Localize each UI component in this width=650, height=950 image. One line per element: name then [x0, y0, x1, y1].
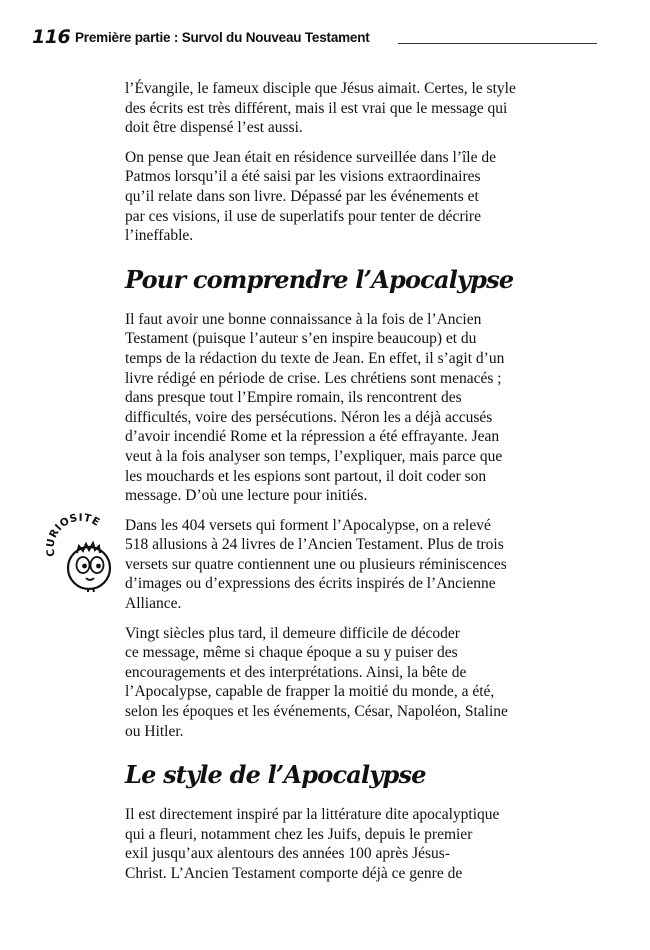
page-body — [125, 79, 590, 894]
section-heading: Le style de l’Apocalypse — [125, 760, 426, 790]
text-line: exil jusqu’aux alentours des années 100 après Jésus- — [125, 845, 450, 863]
text-line: livre rédigé en période de crise. Les chrétiens sont menacés ; — [125, 369, 502, 387]
text-line: d’images ou d’expressions des écrits inspirés de l’Ancienne — [125, 575, 496, 593]
text-line: des écrits est très différent, mais il est vrai que le message qui — [125, 99, 508, 117]
text-line: encouragements et des interprétations. Ainsi, la bête de — [125, 663, 467, 681]
text-line: les mouchards et les espions sont partout, il doit coder son — [125, 467, 487, 485]
running-header — [32, 26, 597, 50]
text-line: doit être dispensé l’est aussi. — [125, 119, 303, 137]
text-line: veut à la fois analyser son temps, l’expliquer, mais parce que — [125, 447, 503, 465]
text-line: d’avoir incendié Rome et la répression a été effrayante. Jean — [125, 428, 500, 446]
text-line: Il est directement inspiré par la littérature dite apocalyptique — [125, 806, 500, 824]
text-line: Vingt siècles plus tard, il demeure difficile de décoder — [125, 624, 460, 642]
text-line: Alliance. — [125, 595, 182, 613]
text-line: l’ineffable. — [125, 227, 194, 245]
text-line: ou Hitler. — [125, 722, 184, 740]
header-rule — [398, 43, 597, 44]
running-title: Première partie : Survol du Nouveau Testament — [75, 30, 370, 45]
text-line: qu’il relate dans son livre. Dépassé par les événements et — [125, 187, 479, 205]
text-line: dans presque tout l’Empire romain, ils rencontrent des — [125, 389, 462, 407]
text-line: On pense que Jean était en résidence surveillée dans l’île de — [125, 148, 496, 166]
section-heading: Pour comprendre l’Apocalypse — [125, 264, 514, 294]
text-line: l’Évangile, le fameux disciple que Jésus aimait. Certes, le style — [125, 80, 516, 97]
paragraph — [125, 310, 590, 506]
text-line: 518 allusions à 24 livres de l’Ancien Testament. Plus de trois — [125, 536, 504, 554]
curiosite-paragraph — [125, 516, 590, 614]
text-line: Dans les 404 versets qui forment l’Apocalypse, on a relevé — [125, 516, 491, 534]
paragraph — [125, 624, 590, 742]
text-line: qui a fleuri, notamment chez les Juifs, depuis le premier — [125, 825, 473, 843]
text-line: Il faut avoir une bonne connaissance à la fois de l’Ancien — [125, 310, 482, 328]
text-line: versets sur quatre contiennent une ou plusieurs réminiscences — [125, 555, 507, 573]
text-line: Christ. L’Ancien Testament comporte déjà ce genre de — [125, 865, 463, 882]
text-line: selon les époques et les événements, César, Napoléon, Staline — [125, 703, 508, 721]
text-line: l’Apocalypse, capable de frapper la moitié du monde, a été, — [125, 683, 495, 701]
curiosite-icon — [42, 512, 122, 592]
text-line: Patmos lorsqu’il a été saisi par les visions extraordinaires — [125, 168, 481, 186]
paragraph — [125, 148, 590, 246]
paragraph — [125, 805, 590, 883]
text-line: message. D’où une lecture pour initiés. — [125, 487, 368, 505]
text-line: ce message, même si chaque époque a su y puiser des — [125, 644, 458, 662]
paragraph — [125, 79, 590, 138]
text-line: par ces visions, il use de superlatifs pour tenter de décrire — [125, 207, 481, 225]
text-line: Testament (puisque l’auteur s’en inspire beaucoup) et du — [125, 330, 477, 348]
page-number: 116 — [32, 26, 71, 48]
icon-label: CURIOSITE — [44, 512, 103, 558]
text-line: difficultés, voire des persécutions. Néron les a déjà accusés — [125, 408, 493, 426]
text-line: temps de la rédaction du texte de Jean. En effet, il s’agit d’un — [125, 349, 505, 367]
